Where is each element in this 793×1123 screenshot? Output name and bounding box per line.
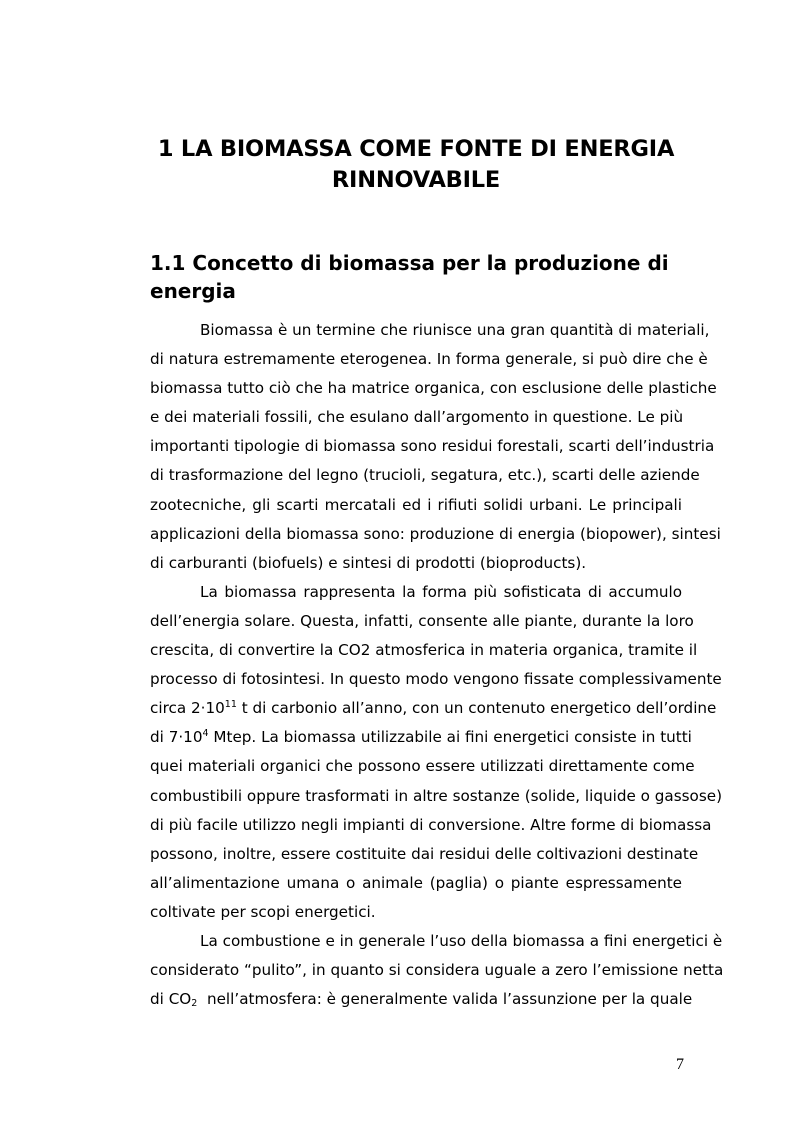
chapter-title [150, 134, 682, 196]
text-fragment: circa 2·10 [150, 699, 225, 718]
text-line: coltivate per scopi energetici. [150, 902, 376, 921]
text-line: considerato “pulito”, in quanto si considera uguale a zero l’emissione netta [150, 961, 724, 980]
text-line: di trasformazione del legno (trucioli, segatura, etc.), scarti delle aziende [150, 466, 700, 485]
text-line [150, 985, 693, 1014]
text-line: La combustione e in generale l’uso della biomassa a fini energetici è [200, 931, 723, 950]
text-line: processo di fotosintesi. In questo modo vengono fissate complessivamente [150, 670, 722, 689]
text-fragment: t di carbonio all’anno, con un contenuto energetico dell’ordine [236, 699, 717, 718]
text-line: crescita, di convertire la CO2 atmosferica in materia organica, tramite il [150, 641, 698, 660]
paragraph-3 [150, 927, 724, 1014]
text-line: combustibili oppure trasformati in altre sostanze (solide, liquide o gassose) [150, 786, 723, 805]
body-text [150, 316, 724, 1014]
text-fragment: nell’atmosfera: è generalmente valida l’assunzione per la quale [197, 990, 693, 1009]
text-line: di carburanti (biofuels) e sintesi di prodotti (bioproducts). [150, 553, 587, 572]
text-fragment: di 7·10 [150, 728, 203, 747]
section-title [150, 249, 682, 305]
subscript: 2 [191, 998, 198, 1010]
text-fragment: di CO [150, 990, 192, 1009]
text-line: all’alimentazione umana o animale (paglia) o piante espressamente [150, 873, 682, 892]
text-line: e dei materiali fossili, che esulano dall’argomento in questione. Le più [150, 408, 684, 427]
text-line: di natura estremamente eterogenea. In forma generale, si può dire che è [150, 350, 708, 369]
text-line [150, 694, 717, 723]
superscript: 11 [224, 699, 237, 711]
section-title-line-1: 1.1 Concetto di biomassa per la produzione di [150, 251, 669, 275]
paragraph-1 [150, 316, 721, 578]
text-line: dell’energia solare. Questa, infatti, consente alle piante, durante la loro [150, 611, 694, 630]
text-line: applicazioni della biomassa sono: produzione di energia (biopower), sintesi [150, 524, 721, 543]
text-line: di più facile utilizzo negli impianti di conversione. Altre forme di biomassa [150, 815, 712, 834]
text-line: importanti tipologie di biomassa sono residui forestali, scarti dell’industria [150, 437, 715, 456]
page-number: 7 [676, 1056, 684, 1073]
text-line [150, 723, 692, 752]
section-title-line-2: energia [150, 279, 236, 303]
paragraph-2 [150, 578, 723, 927]
text-line: Biomassa è un termine che riunisce una gran quantità di materiali, [200, 321, 710, 339]
text-line: La biomassa rappresenta la forma più sofisticata di accumulo [200, 582, 682, 601]
text-fragment: Mtep. La biomassa utilizzabile ai fini energetici consiste in tutti [208, 728, 692, 747]
superscript: 4 [202, 728, 209, 740]
text-line: quei materiali organici che possono essere utilizzati direttamente come [150, 757, 695, 776]
chapter-title-line-2: RINNOVABILE [331, 167, 501, 193]
text-line: possono, inoltre, essere costituite dai residui delle coltivazioni destinate [150, 844, 699, 863]
text-line: biomassa tutto ciò che ha matrice organica, con esclusione delle plastiche [150, 379, 717, 398]
text-line: zootecniche, gli scarti mercatali ed i rifiuti solidi urbani. Le principali [150, 495, 682, 514]
chapter-title-line-1: 1 LA BIOMASSA COME FONTE DI ENERGIA [157, 136, 675, 162]
